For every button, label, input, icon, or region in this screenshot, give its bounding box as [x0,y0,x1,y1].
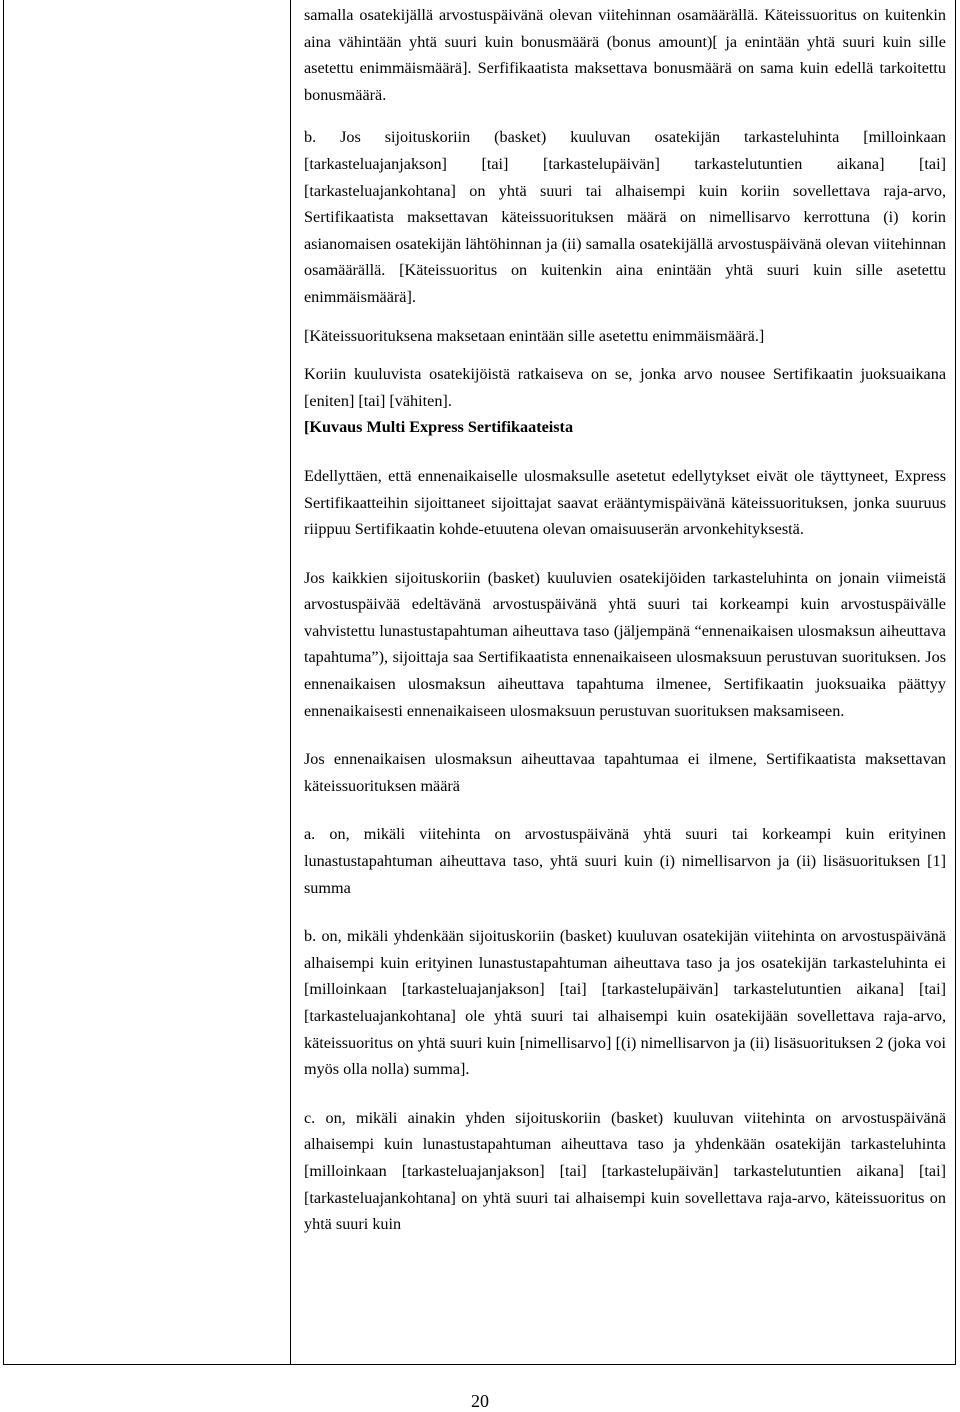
paragraph-continuation: samalla osatekijällä arvostuspäivänä olevan viitehinnan osamäärällä. Käteissuoritus on kuitenkin aina vähintään yhtä suuri kuin bonusmäärä (bonus amount)[ ja enintään yhtä suuri kuin sille asetettu enimmäismäärä]. Serfifikaatista maksettava bonusmäärä on sama kuin edellä tarkoitettu bonusmäärä. [304,6,946,104]
paragraph-description: Edellyttäen, että ennenaikaiselle ulosmaksulle asetetut edellytykset eivät ole täyttyneet, Express Sertifikaatteihin sijoittaneet sijoittajat saavat erääntymispäivänä käteissuorituksen, jonka suuruus riippuu Sertifikaatin kohde-etuutena olevan omaisuuserän arvonkehityksestä. [304,466,946,539]
page-number: 20 [471,1391,489,1411]
paragraph-option-c: c. on, mikäli ainakin yhden sijoituskoriin (basket) kuuluvan viitehinta on arvostuspäivänä alhaisempi kuin lunastustapahtuman aiheuttava taso ja yhdenkään osatekijän tarkasteluhinta [milloinkaan [tarkasteluajanjakson] [tai] [tarkastelupäivän] tarkastelutuntien aikana] [tai] [tarkasteluajankohtana] on yhtä suuri tai alhaisempi kuin sovellettava raja-arvo, käteissuoritus on yhtä suuri kuin [304,1108,946,1234]
paragraph-no-early-redemption: Jos ennenaikaisen ulosmaksun aiheuttavaa tapahtumaa ei ilmene, Sertifikaatista maksettavan käteissuorituksen määrä [304,750,946,795]
paragraph-cash-payment-note: [Käteissuorituksena maksetaan enintään sille asetettu enimmäismäärä.] [304,326,765,345]
paragraph-early-redemption: Jos kaikkien sijoituskoriin (basket) kuuluvien osatekijöiden tarkasteluhinta on jonain viimeistä arvostuspäivää edeltävänä arvostuspäivänä yhtä suuri tai korkeampi kuin arvostuspäivälle vahvistettu lunastustapahtuman aiheuttava taso (jäljempänä “ennenaikaisen ulosmaksun aiheuttava tapahtuma”), sijoittaja saa Sertifikaatista ennenaikaiseen ulosmaksuun perustuvan suorituksen. Jos ennenaikaisen ulosmaksun aiheuttava tapahtuma ilmenee, Sertifikaatin juoksuaika päättyy ennenaikaisesti ennenaikaiseen ulosmaksuun perustuvan suorituksen maksamiseen. [304,568,946,720]
document-body [304,2,946,1238]
section-heading: [Kuvaus Multi Express Sertifikaateista [304,418,574,437]
paragraph-option-a: a. on, mikäli viitehinta on arvostuspäivänä yhtä suuri tai korkeampi kuin erityinen lunastustapahtuman aiheuttava taso, yhtä suuri kuin (i) nimellisarvon ja (ii) lisäsuorituksen [1] summa [304,825,946,897]
column-divider [290,0,291,1364]
paragraph-decisive-component: Koriin kuuluvista osatekijöistä ratkaiseva on se, jonka arvo nousee Sertifikaatin juoksuaikana [eniten] [tai] [vähiten]. [304,365,946,410]
paragraph-item-b: b. Jos sijoituskoriin (basket) kuuluvan osatekijän tarkasteluhinta [milloinkaan [tarkasteluajanjakson] [tai] [tarkastelupäivän] tarkastelutuntien aikana] [tai] [tarkasteluajankohtana] on yhtä suuri tai alhaisempi kuin koriin sovellettava raja-arvo, Sertifikaatista maksettavan käteissuorituksen määrä on nimellisarvo kerrottuna (i) korin asianomaisen osatekijän lähtöhinnan ja (ii) samalla osatekijällä arvostuspäivänä olevan viitehinnan osamäärällä. [Käteissuoritus on kuitenkin aina enintään yhtä suuri kuin sille asetettu enimmäismäärä]. [304,128,946,306]
paragraph-option-b: b. on, mikäli yhdenkään sijoituskoriin (basket) kuuluvan osatekijän viitehinta on arvostuspäivänä alhaisempi kuin erityinen lunastustapahtuman aiheuttava taso ja jos osatekijän tarkasteluhinta ei [milloinkaan [tarkasteluajanjakson] [tai] [tarkastelupäivän] tarkastelutuntien aikana] [tai] [tarkasteluajankohtana] ole yhtä suuri tai alhaisempi kuin osatekijään sovellettava raja-arvo, käteissuoritus on yhtä suuri kuin [nimellisarvo] [(i) nimellisarvon ja (ii) lisäsuorituksen 2 (joka voi myös olla nolla) summa]. [304,927,946,1079]
